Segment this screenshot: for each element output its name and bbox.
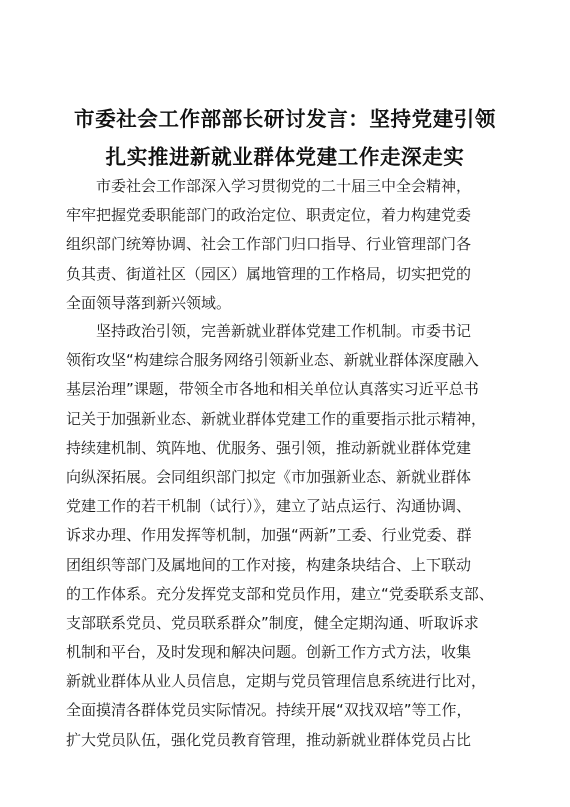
- document-title-line-1: 市委社会工作部部长研讨发言：坚持党建引领: [74, 107, 496, 131]
- paragraph-line: 团组织等部门及属地间的工作对接，构建条块结合、上下联动: [66, 555, 472, 574]
- paragraph-line: 组织部门统筹协调、社会工作部门归口指导、行业管理部门各: [66, 235, 472, 254]
- paragraph-line: 牢牢把握党委职能部门的政治定位、职责定位，着力构建党委: [66, 206, 472, 225]
- paragraph-line: 党建工作的若干机制（试行）》，建立了站点运行、沟通协调、: [66, 497, 472, 516]
- paragraph-line: 新就业群体从业人员信息，定期与党员管理信息系统进行比对，: [66, 672, 487, 691]
- paragraph-line: 全面领导落到新兴领域。: [66, 293, 232, 312]
- paragraph-line: 支部联系党员、党员联系群众”制度，健全定期沟通、听取诉求: [66, 613, 479, 632]
- paragraph-line: 全面摸清各群体党员实际情况。持续开展“双找双培”等工作，: [66, 701, 472, 720]
- paragraph-2: [66, 317, 506, 755]
- document-title-line-2: 扎实推进新就业群体党建工作走深走实: [105, 145, 465, 169]
- paragraph-line: 市委社会工作部深入学习贯彻党的二十届三中全会精神，: [96, 177, 472, 195]
- paragraph-line: 持续建机制、筑阵地、优服务、强引领，推动新就业群体党建: [66, 438, 472, 457]
- paragraph-line: 向纵深拓展。会同组织部门拟定《市加强新业态、新就业群体: [66, 467, 472, 486]
- paragraph-line: 记关于加强新业态、新就业群体党建工作的重要指示批示精神，: [66, 409, 487, 428]
- paragraph-line: 扩大党员队伍，强化党员教育管理，推动新就业群体党员占比: [66, 730, 472, 749]
- paragraph-1: [66, 172, 506, 318]
- paragraph-line: 的工作体系。充分发挥党支部和党员作用，建立“党委联系支部、: [66, 584, 494, 603]
- paragraph-line: 负其责、街道社区（园区）属地管理的工作格局，切实把党的: [66, 264, 472, 283]
- paragraph-line: 机制和平台，及时发现和解决问题。创新工作方式方法，收集: [66, 643, 472, 662]
- paragraph-line: 坚持政治引领，完善新就业群体党建工作机制。市委书记: [96, 322, 472, 340]
- paragraph-line: 诉求办理、作用发挥等机制，加强“两新”工委、行业党委、群: [66, 526, 472, 545]
- paragraph-line: 领衔攻坚“构建综合服务网络引领新业态、新就业群体深度融入: [66, 351, 479, 370]
- paragraph-line: 基层治理”课题，带领全市各地和相关单位认真落实习近平总书: [66, 380, 479, 399]
